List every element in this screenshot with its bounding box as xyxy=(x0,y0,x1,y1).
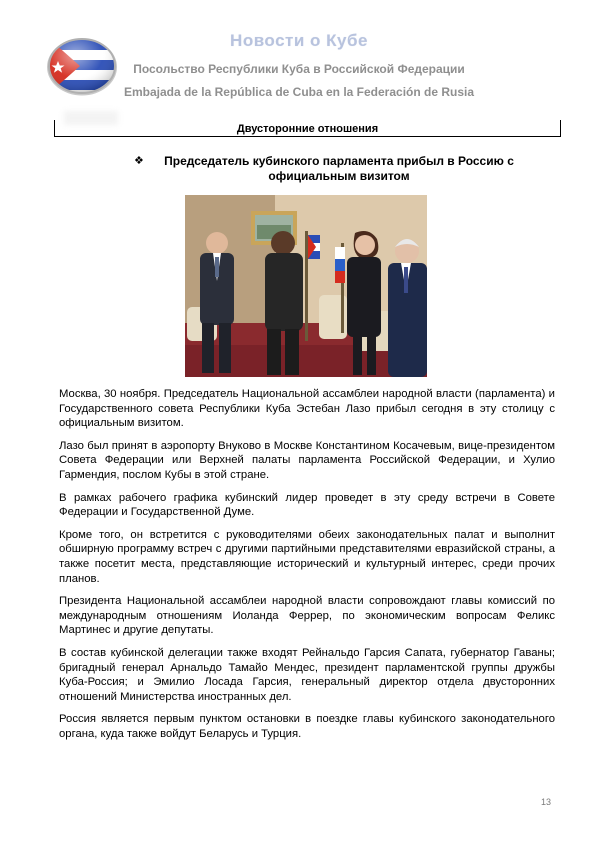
section-heading-box xyxy=(54,120,561,137)
article-paragraph: В рамках рабочего графика кубинский лидер проведет в эту среду встречи в Совете Федерации и Государственной Думе. xyxy=(59,491,555,519)
article-paragraph: Кроме того, он встретится с руководителями обеих законодательных палат и выполнит обширную программу встреч с другими партийными представителями евразийской страны, а также посетит места, представляющие исторический и культурный интерес, среди прочих планов. xyxy=(59,528,555,585)
diamond-bullet-icon: ❖ xyxy=(134,155,144,167)
article-paragraph: Россия является первым пунктом остановки в поездке главы кубинского законодательного органа, куда также войдут Беларусь и Турция. xyxy=(59,713,555,740)
embassy-name-es: Embajada de la República de Cuba en la Federación de Rusia xyxy=(123,85,475,99)
section-heading: Двусторонние отношения xyxy=(236,123,379,135)
page-number: 13 xyxy=(541,797,552,807)
article-paragraph: Москва, 30 ноября. Председатель Национальной ассамблеи народной власти (парламента) и Государственного совета Республики Куба Эстебан Лазо прибыл сегодня в эту столицу с официальным визитом. xyxy=(59,388,555,430)
article-photo xyxy=(185,195,427,377)
article-headline-text: Председатель кубинского парламента прибыл в Россию с официальным визитом xyxy=(164,154,514,183)
article-paragraph: В состав кубинской делегации также входят Рейнальдо Гарсия Сапата, губернатор Гаваны; бригадный генерал Арнальдо Тамайо Мендес, президент парламентской группы дружбы Куба-Россия; и Эмилио Лосада Гарсия, генеральный директор отдела двусторонних отношений Министерства иностранных дел. xyxy=(59,646,555,703)
article-headline xyxy=(134,154,524,184)
article-body xyxy=(59,387,555,749)
article-paragraph: Лазо был принят в аэропорту Внуково в Москве Константином Косачевым, вице-президентом Совета Федерации или Верхней палаты парламента Российской Федерации, и Хулио Гармендия, послом Кубы в этой стране. xyxy=(59,439,555,481)
embassy-name-ru: Посольство Республики Куба в Российской Федерации xyxy=(133,62,465,76)
newsletter-title: Новости о Кубе xyxy=(230,31,368,50)
article-paragraph: Президента Национальной ассамблеи народной власти сопровождают главы комиссий по международным отношениям Иоланда Феррер, по экономическим вопросам Феликс Мартинес и другие депутаты. xyxy=(59,595,555,637)
